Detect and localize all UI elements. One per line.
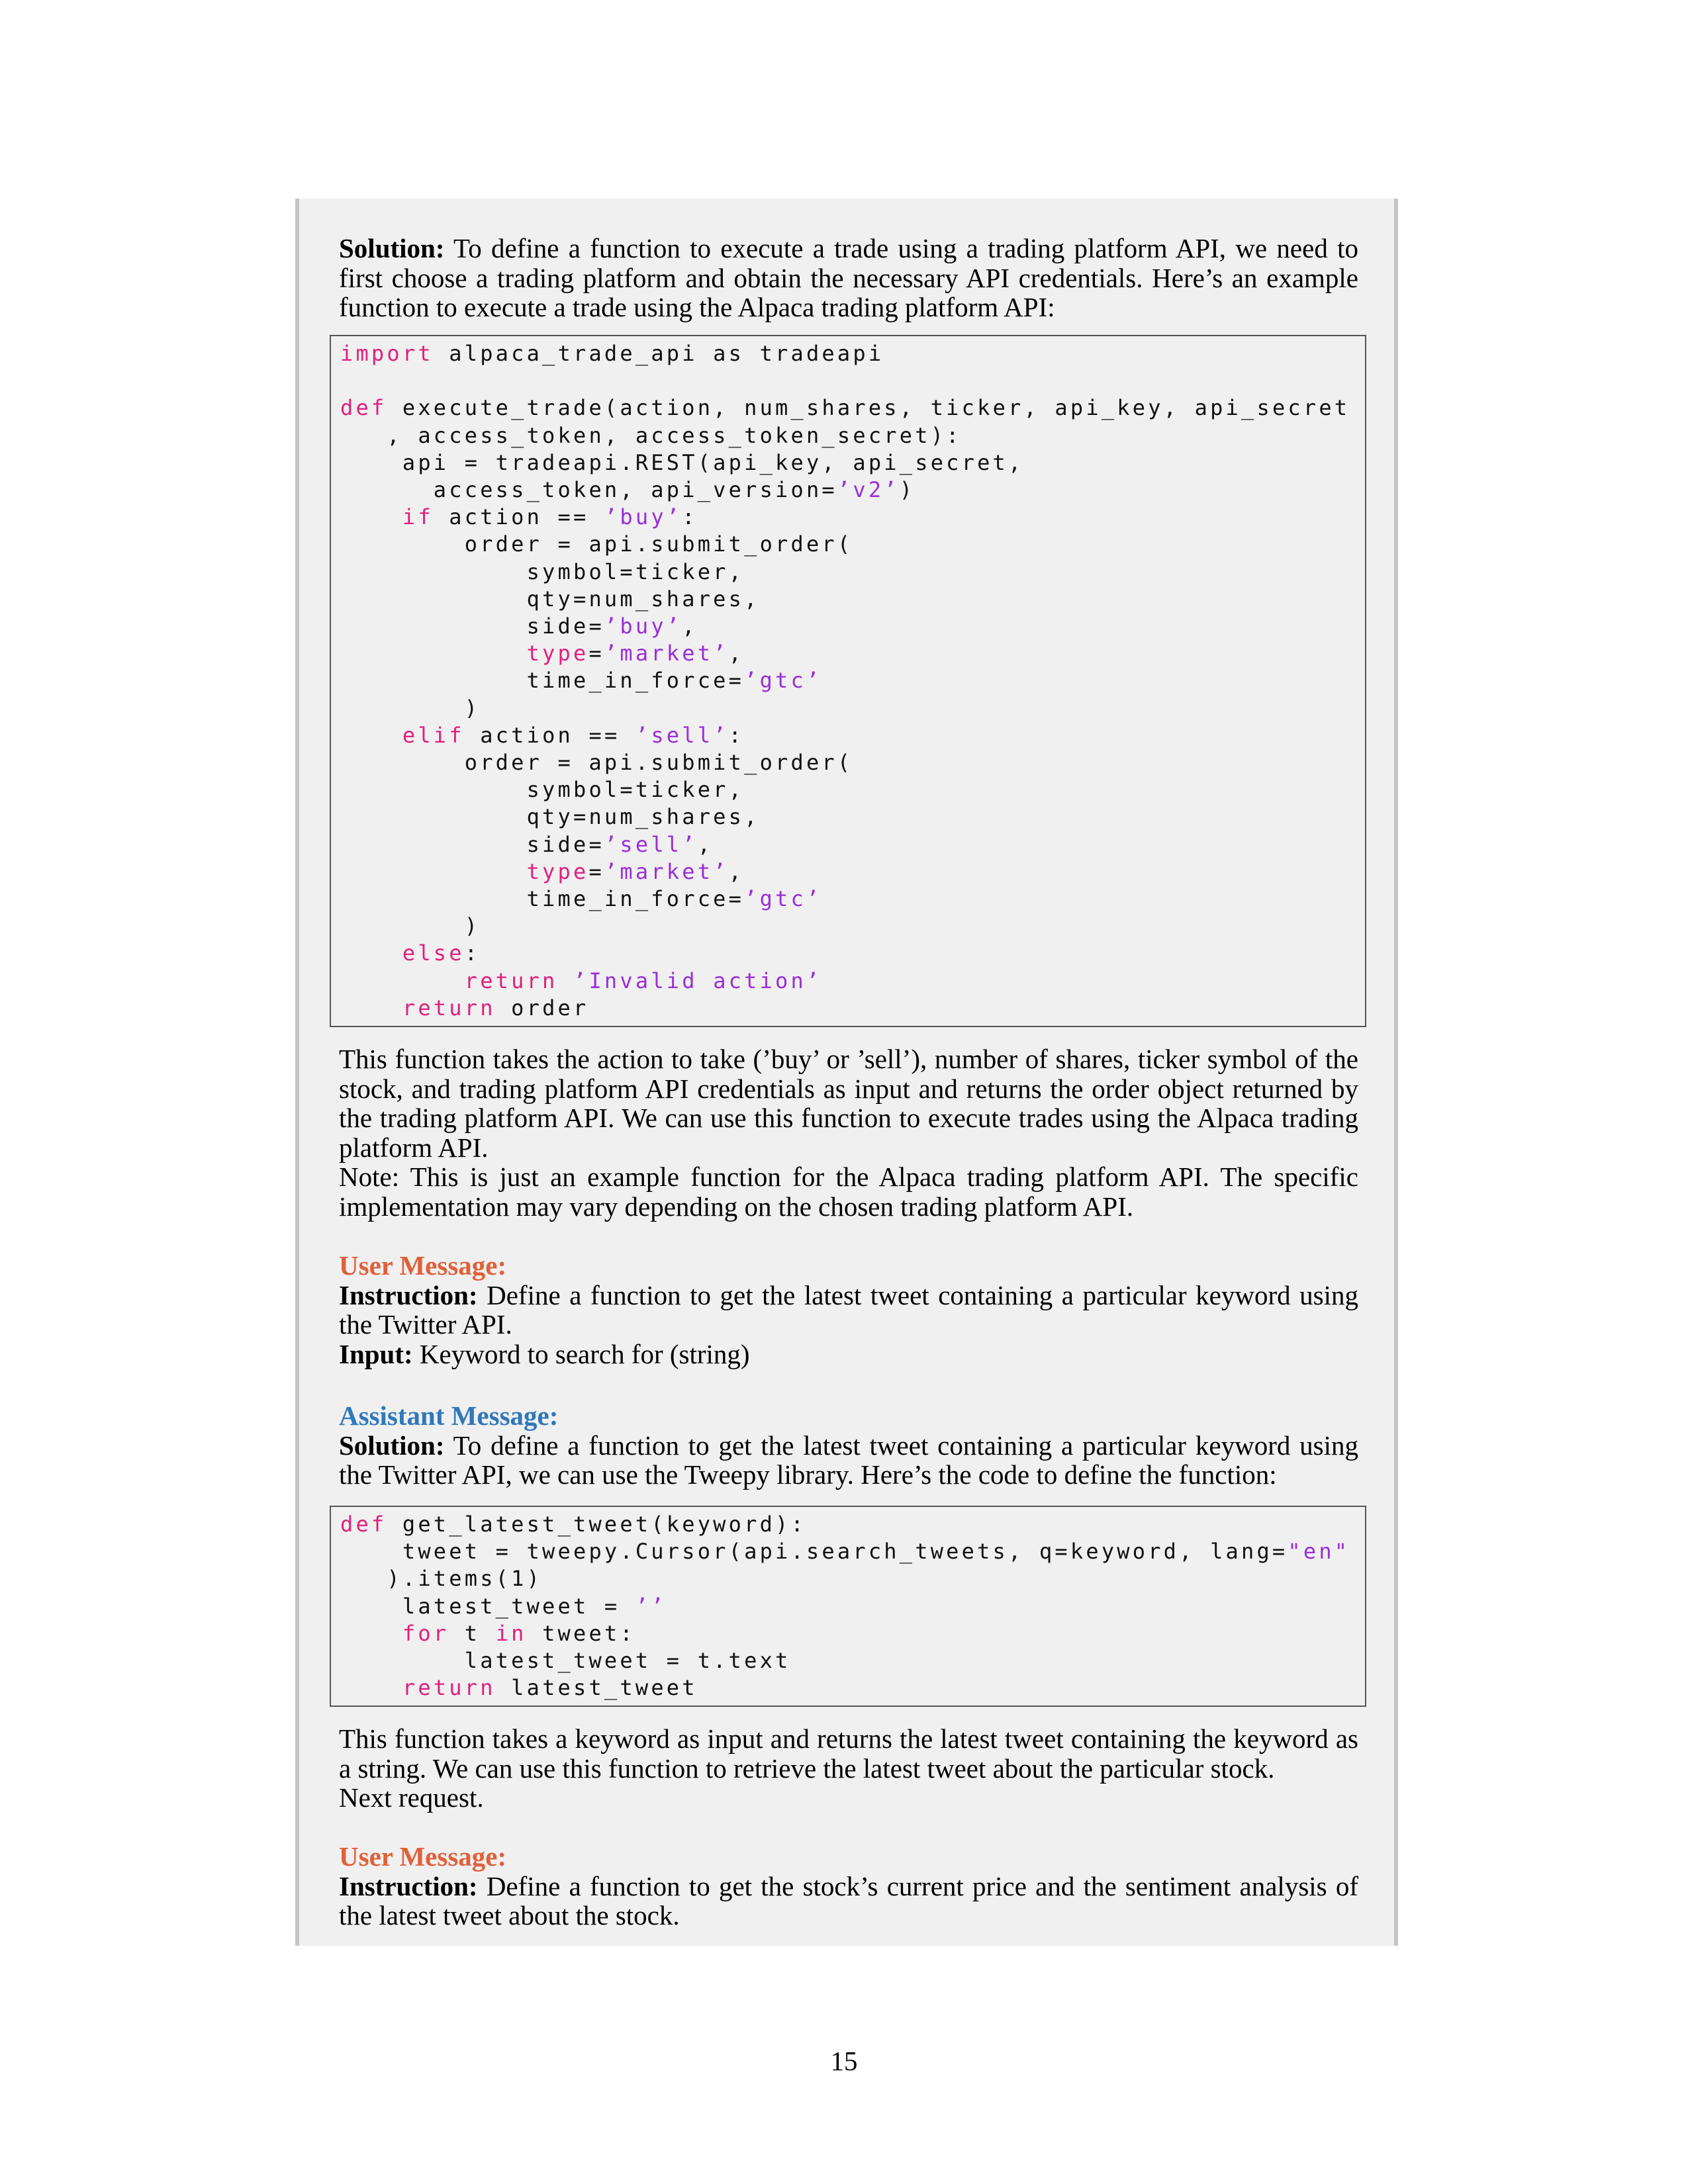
code-text: alpaca_trade_api as tradeapi [433, 341, 884, 366]
code-text [340, 859, 527, 884]
code-text: tweet: [526, 1620, 635, 1646]
code-line [340, 367, 1365, 394]
code-keyword: def [340, 1512, 387, 1537]
code-text: symbol=ticker, [340, 559, 745, 584]
code-block-execute-trade [330, 335, 1366, 1027]
code-line [340, 1565, 1365, 1592]
code-text [558, 968, 573, 993]
code-keyword: in [495, 1620, 527, 1646]
user-message-2 [339, 1842, 1358, 1931]
explanation-paragraph-1: This function takes the action to take (’buy’ or ’sell’), number of shares, ticker symbol of the stock, and trading platform API credentials as input and returns the order object returned by the trading platform API. We can use this function to execute trades using the Alpaca trading platform API. [339, 1044, 1358, 1163]
code-string: ’’ [635, 1593, 667, 1619]
solution-paragraph-1 [339, 234, 1358, 322]
code-line [340, 803, 1365, 831]
code-text: , [697, 831, 714, 857]
code-text: time_in_force= [340, 668, 745, 694]
code-text: ) [340, 695, 481, 721]
code-line [340, 1511, 1365, 1538]
user-message-heading-2: User Message: [339, 1841, 507, 1872]
code-line [340, 968, 1365, 995]
explanation-block-2 [339, 1724, 1358, 1813]
code-keyword: def [340, 395, 387, 421]
code-text: qty=num_shares, [340, 804, 760, 830]
code-text [340, 940, 402, 966]
user-message-heading: User Message: [339, 1250, 507, 1281]
code-keyword: else [402, 940, 465, 966]
code-text [340, 995, 402, 1021]
code-line [340, 1674, 1365, 1702]
solution-label: Solution: [339, 233, 445, 263]
code-string: ’buy’ [604, 504, 682, 530]
code-line [340, 913, 1365, 940]
code-text: ).items(1) [340, 1566, 543, 1592]
code-text: order [495, 995, 589, 1021]
code-string: ’gtc’ [744, 668, 822, 694]
code-text: = [588, 641, 604, 666]
instruction-paragraph-2 [339, 1872, 1358, 1931]
code-text: , access_token, access_token_secret): [340, 422, 962, 448]
code-text: get_latest_tweet(keyword): [387, 1512, 806, 1537]
code-text: , [682, 614, 698, 639]
code-text: latest_tweet = [340, 1593, 635, 1619]
solution-text: To define a function to execute a trade using a trading platform API, we need to first choose a trading platform and obtain the necessary API credentials. Here’s an example function to execute a trade using the Alpaca trading platform API: [339, 233, 1358, 322]
code-text: side= [340, 831, 604, 857]
code-text [340, 504, 402, 529]
code-text: : [682, 504, 698, 530]
assistant-message-heading: Assistant Message: [339, 1400, 559, 1431]
code-line [340, 449, 1365, 477]
code-keyword: type [526, 858, 589, 884]
code-text: action == [433, 504, 604, 530]
assistant-message-1 [339, 1401, 1358, 1490]
code-line [340, 940, 1365, 967]
code-line [340, 559, 1365, 586]
instruction-text: Define a function to get the latest tweet containing a particular keyword using the Twitter API. [339, 1279, 1359, 1340]
code-text: side= [340, 614, 604, 639]
note-paragraph: Note: This is just an example function for the Alpaca trading platform API. The specific implementation may vary depending on the chosen trading platform API. [339, 1161, 1358, 1222]
code-text: latest_tweet [495, 1675, 698, 1701]
code-line [340, 667, 1365, 694]
input-text: Keyword to search for (string) [419, 1338, 750, 1369]
code-keyword: elif [402, 722, 465, 748]
code-line [340, 504, 1365, 531]
solution-text-2: To define a function to get the latest tweet containing a particular keyword using the Twitter API, we can use the Tweepy library. Here’s the code to define the function: [339, 1430, 1359, 1490]
code-line [340, 722, 1365, 749]
explanation-paragraph-2: This function takes a keyword as input and returns the latest tweet containing the keyword as a string. We can use this function to retrieve the latest tweet about the particular stock. [339, 1723, 1358, 1784]
code-string: ’sell’ [635, 722, 729, 748]
code-keyword: return [402, 995, 496, 1021]
instruction-paragraph-1 [339, 1281, 1358, 1340]
code-text: qty=num_shares, [340, 586, 760, 612]
code-string: "en" [1288, 1539, 1350, 1565]
input-label: Input: [339, 1338, 413, 1369]
instruction-label: Instruction: [339, 1279, 478, 1310]
instruction-text-2: Define a function to get the stock’s current price and the sentiment analysis of the latest tweet about the stock. [339, 1870, 1359, 1931]
code-text: api = tradeapi.REST(api_key, api_secret, [340, 449, 1024, 475]
code-text: latest_tweet = t.text [340, 1648, 791, 1674]
user-message-1 [339, 1251, 1358, 1369]
code-keyword: return [402, 1675, 496, 1701]
code-line [340, 340, 1365, 367]
code-text: , [728, 641, 745, 666]
code-line [340, 477, 1365, 504]
code-string: ’sell’ [604, 831, 698, 857]
code-line [340, 394, 1365, 422]
code-text: ) [340, 913, 481, 939]
code-text: order = api.submit_order( [340, 531, 853, 557]
code-line [340, 858, 1365, 886]
code-line [340, 831, 1365, 858]
code-text: time_in_force= [340, 886, 745, 912]
code-text: execute_trade(action, num_shares, ticker, api_key, api_secret [387, 395, 1350, 421]
code-line [340, 640, 1365, 667]
code-text: t [449, 1620, 496, 1646]
code-line [340, 1620, 1365, 1647]
code-line [340, 1647, 1365, 1674]
code-line [340, 695, 1365, 722]
code-keyword: return [464, 968, 558, 993]
code-keyword: if [402, 504, 434, 530]
code-string: ’v2’ [837, 477, 900, 503]
code-string: ’gtc’ [744, 886, 822, 912]
code-text: symbol=ticker, [340, 777, 745, 803]
code-keyword: for [402, 1620, 449, 1646]
code-line [340, 1593, 1365, 1620]
code-line [340, 886, 1365, 913]
code-text [340, 1621, 402, 1646]
code-text: order = api.submit_order( [340, 750, 853, 776]
code-text: , [728, 858, 745, 884]
code-text: ) [899, 477, 915, 503]
code-text: tweet = tweepy.Cursor(api.search_tweets, q=keyword, lang= [340, 1539, 1288, 1565]
instruction-label-2: Instruction: [339, 1870, 478, 1901]
code-text: : [464, 940, 481, 966]
code-text [340, 968, 465, 993]
code-text [340, 641, 527, 666]
code-text [340, 1675, 402, 1700]
dialogue-panel [295, 199, 1398, 1946]
code-keyword: type [526, 641, 589, 666]
code-line [340, 776, 1365, 803]
code-string: ’market’ [604, 641, 729, 666]
next-request-text: Next request. [339, 1782, 484, 1813]
code-line [340, 1538, 1365, 1565]
code-string: ’Invalid action’ [573, 968, 822, 993]
code-text [340, 723, 402, 748]
code-string: ’market’ [604, 858, 729, 884]
page-number: 15 [830, 2046, 858, 2076]
code-text: access_token, api_version= [340, 477, 837, 503]
code-text: action == [464, 722, 635, 748]
code-line [340, 749, 1365, 776]
code-line [340, 995, 1365, 1022]
code-line [340, 586, 1365, 613]
solution-paragraph-2 [339, 1431, 1358, 1490]
code-keyword: import [340, 341, 434, 366]
code-line [340, 422, 1365, 449]
code-text: = [588, 858, 604, 884]
code-string: ’buy’ [604, 614, 682, 639]
code-text: : [728, 722, 745, 748]
input-paragraph [339, 1340, 1358, 1369]
solution-label-2: Solution: [339, 1430, 445, 1461]
explanation-block-1 [339, 1044, 1358, 1221]
code-block-get-latest-tweet [330, 1506, 1366, 1707]
code-line [340, 613, 1365, 640]
code-line [340, 531, 1365, 558]
